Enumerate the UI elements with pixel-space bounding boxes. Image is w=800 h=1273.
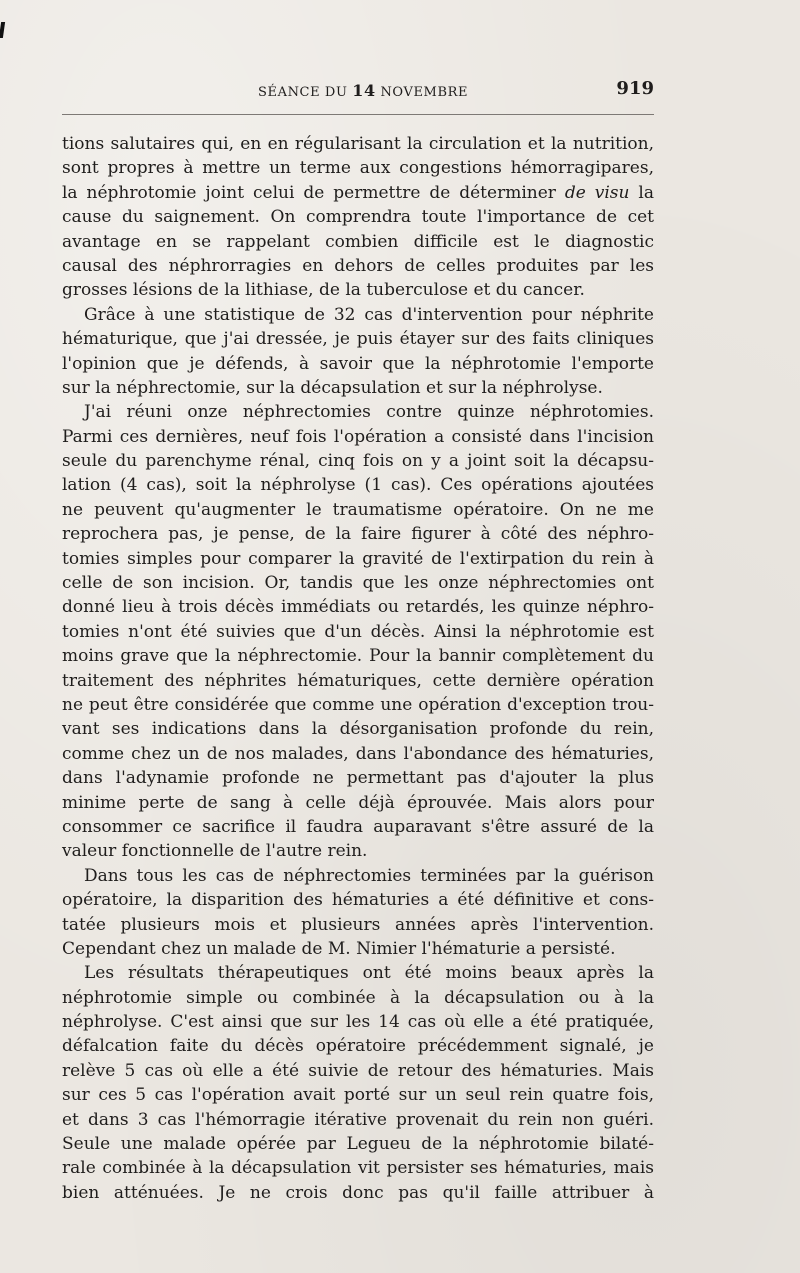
text-line: ne peut être considérée que comme une opération d'exception trou- [62,694,654,715]
page-header [62,78,654,100]
running-head-date: 14 [352,81,376,100]
scan-mark [0,22,5,38]
text-line: tomies simples pour comparer la gravité de l'extirpation du rein à [62,548,654,569]
text-line: opératoire, la disparition des hématuries a été définitive et cons- [62,890,654,911]
text-line: et dans 3 cas l'hémorragie itérative provenait du rein non guéri. [62,1109,654,1130]
text-line: vant ses indications dans la désorganisation profonde du rein, [62,719,654,740]
text-line: hématurique, que j'ai dressée, je puis étayer sur des faits cliniques [62,329,654,350]
text-line: Dans tous les cas de néphrectomies terminées par la guérison [84,865,654,886]
text-line: J'ai réuni onze néphrectomies contre quinze néphrotomies. [84,402,654,423]
text-line: la néphrotomie joint celui de permettre de déterminer de visu la [62,182,654,203]
text-line: sur la néphrectomie, sur la décapsulation et sur la néphrolyse. [62,377,603,398]
text-line: sur ces 5 cas l'opération avait porté sur un seul rein quatre fois, [62,1085,654,1106]
running-head-suffix: NOVEMBRE [375,85,469,100]
text-line: moins grave que la néphrectomie. Pour la bannir complètement du [62,646,654,667]
text-line: Grâce à une statistique de 32 cas d'intervention pour néphrite [84,304,654,325]
text-line: bien atténuées. Je ne crois donc pas qu'il faille attribuer à [62,1182,654,1203]
text-line: rale combinée à la décapsulation vit persister ses hématuries, mais [62,1158,654,1179]
text-line: Cependant chez un malade de M. Nimier l'hématurie a persisté. [62,938,616,959]
text-line: avantage en se rappelant combien difficile est le diagnostic [62,231,654,252]
text-line: ne peuvent qu'augmenter le traumatisme opératoire. On ne me [62,499,654,520]
text-line: tatée plusieurs mois et plusieurs années après l'intervention. [62,914,654,935]
text-line: reprochera pas, je pense, de la faire figurer à côté des néphro- [62,524,654,545]
text-line: néphrolyse. C'est ainsi que sur les 14 cas où elle a été pratiquée, [62,1012,654,1033]
text-line: sont propres à mettre un terme aux congestions hémorragipares, [62,158,654,179]
text-line: valeur fonctionnelle de l'autre rein. [62,841,368,862]
running-head [258,81,468,100]
page-number: 919 [616,78,654,99]
text-line: consommer ce sacrifice il faudra auparavant s'être assuré de la [62,816,654,837]
text-line: traitement des néphrites hématuriques, cette dernière opération [62,670,654,691]
text-line: celle de son incision. Or, tandis que les onze néphrectomies ont [62,573,654,594]
text-line: Parmi ces dernières, neuf fois l'opération a consisté dans l'incision [62,426,654,447]
text-line: dans l'adynamie profonde ne permettant pas d'ajouter la plus [62,768,654,789]
text-line: néphrotomie simple ou combinée à la décapsulation ou à la [62,987,654,1008]
header-rule [62,114,654,115]
text-line: tions salutaires qui, en en régularisant la circulation et la nutrition, [62,134,654,154]
italic-phrase: de visu [564,182,630,203]
body-text [62,132,654,1205]
text-line: comme chez un de nos malades, dans l'abondance des hématuries, [62,743,654,764]
text-line: causal des néphrorragies en dehors de celles produites par les [62,255,654,276]
text-line: tomies n'ont été suivies que d'un décès. Ainsi la néphrotomie est [62,621,654,642]
text-line: Les résultats thérapeutiques ont été moins beaux après la [84,963,654,984]
text-line: défalcation faite du décès opératoire précédemment signalé, je [62,1036,654,1057]
text-line: Seule une malade opérée par Legueu de la néphrotomie bilaté- [62,1134,654,1155]
text-line: donné lieu à trois décès immédiats ou retardés, les quinze néphro- [62,597,654,618]
text-line: minime perte de sang à celle déjà éprouvée. Mais alors pour [62,792,654,813]
text-line: seule du parenchyme rénal, cinq fois on y a joint soit la décapsu- [62,451,654,472]
text-line: grosses lésions de la lithiase, de la tuberculose et du cancer. [62,280,585,301]
text-line: relève 5 cas où elle a été suivie de retour des hématuries. Mais [62,1060,654,1081]
text-line: l'opinion que je défends, à savoir que la néphrotomie l'emporte [62,353,654,374]
text-line: lation (4 cas), soit la néphrolyse (1 cas). Ces opérations ajoutées [62,475,654,496]
text-line: cause du saignement. On comprendra toute l'importance de cet [62,207,654,228]
running-head-prefix: SÉANCE DU [258,85,353,100]
